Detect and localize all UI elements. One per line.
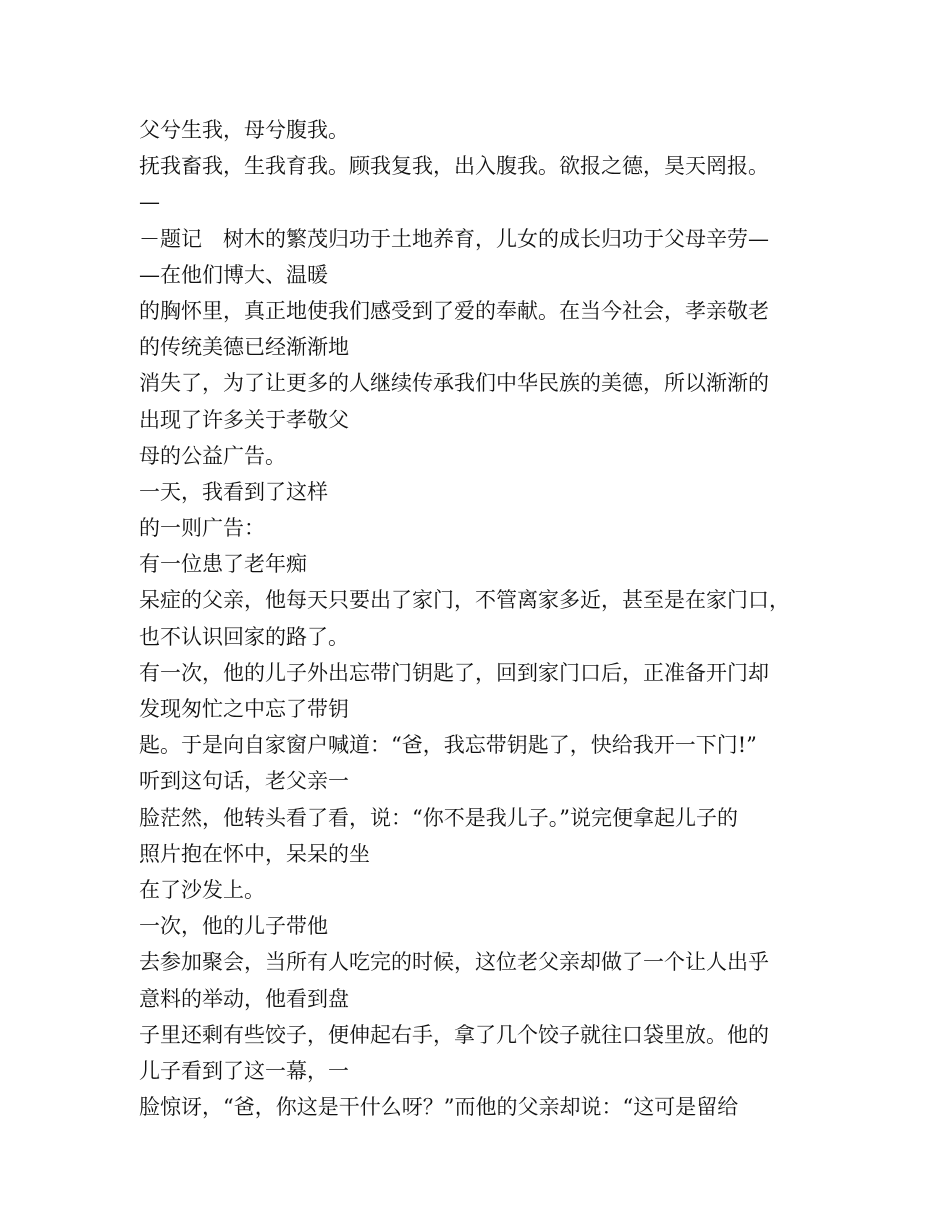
text-line: 有一次，他的儿子外出忘带门钥匙了，回到家门口后，正准备开门却 (139, 660, 769, 685)
text-line: 脸惊讶，“爸，你这是干什么呀？”而他的父亲却说：“这可是留给 (139, 1095, 739, 1120)
text-line: 听到这句话，老父亲一 (139, 769, 349, 794)
text-line: 母的公益广告。 (139, 443, 286, 468)
text-line: 消失了，为了让更多的人继续传承我们中华民族的美德，所以渐渐的 (139, 371, 769, 396)
text-line: 的一则广告： (139, 516, 265, 541)
text-line: 一天，我看到了这样 (139, 479, 328, 504)
text-line: 也不认识回家的路了。 (139, 624, 349, 649)
text-line: 子里还剩有些饺子，便伸起右手，拿了几个饺子就往口袋里放。他的 (139, 1022, 769, 1047)
text-line: 匙。于是向自家窗户喊道：“爸，我忘带钥匙了，快给我开一下门!” (139, 733, 757, 758)
text-line: 抚我畜我，生我育我。顾我复我，出入腹我。欲报之德，昊天罔报。 (139, 154, 769, 179)
text-line: 发现匆忙之中忘了带钥 (139, 697, 349, 721)
text-line: — (139, 190, 160, 215)
text-line: 去参加聚会，当所有人吃完的时候，这位老父亲却做了一个让人出乎 (139, 950, 769, 975)
text-line: —在他们博大、温暖 (139, 262, 328, 287)
text-line: 脸茫然，他转头看了看，说：“你不是我儿子。”说完便拿起儿子的 (139, 805, 738, 830)
document-text (139, 112, 829, 1125)
text-line: 呆症的父亲，他每天只要出了家门，不管离家多近，甚至是在家门口， (139, 588, 790, 613)
text-line: －题记 树木的繁茂归功于土地养育，儿女的成长归功于父母辛劳— (139, 226, 769, 251)
text-line: 的胸怀里，真正地使我们感受到了爱的奉献。在当今社会，孝亲敬老 (139, 298, 769, 323)
text-line: 出现了许多关于孝敬父 (139, 407, 349, 432)
text-line: 有一位患了老年痴 (139, 552, 307, 577)
text-line: 父兮生我，母兮腹我。 (139, 118, 349, 142)
text-line: 儿子看到了这一幕，一 (139, 1058, 349, 1083)
text-line: 在了沙发上。 (139, 877, 265, 902)
text-line: 意料的举动，他看到盘 (139, 986, 349, 1011)
text-line: 一次，他的儿子带他 (139, 914, 328, 939)
text-line: 照片抱在怀中，呆呆的坐 (139, 841, 370, 866)
text-line: 的传统美德已经渐渐地 (139, 335, 349, 360)
